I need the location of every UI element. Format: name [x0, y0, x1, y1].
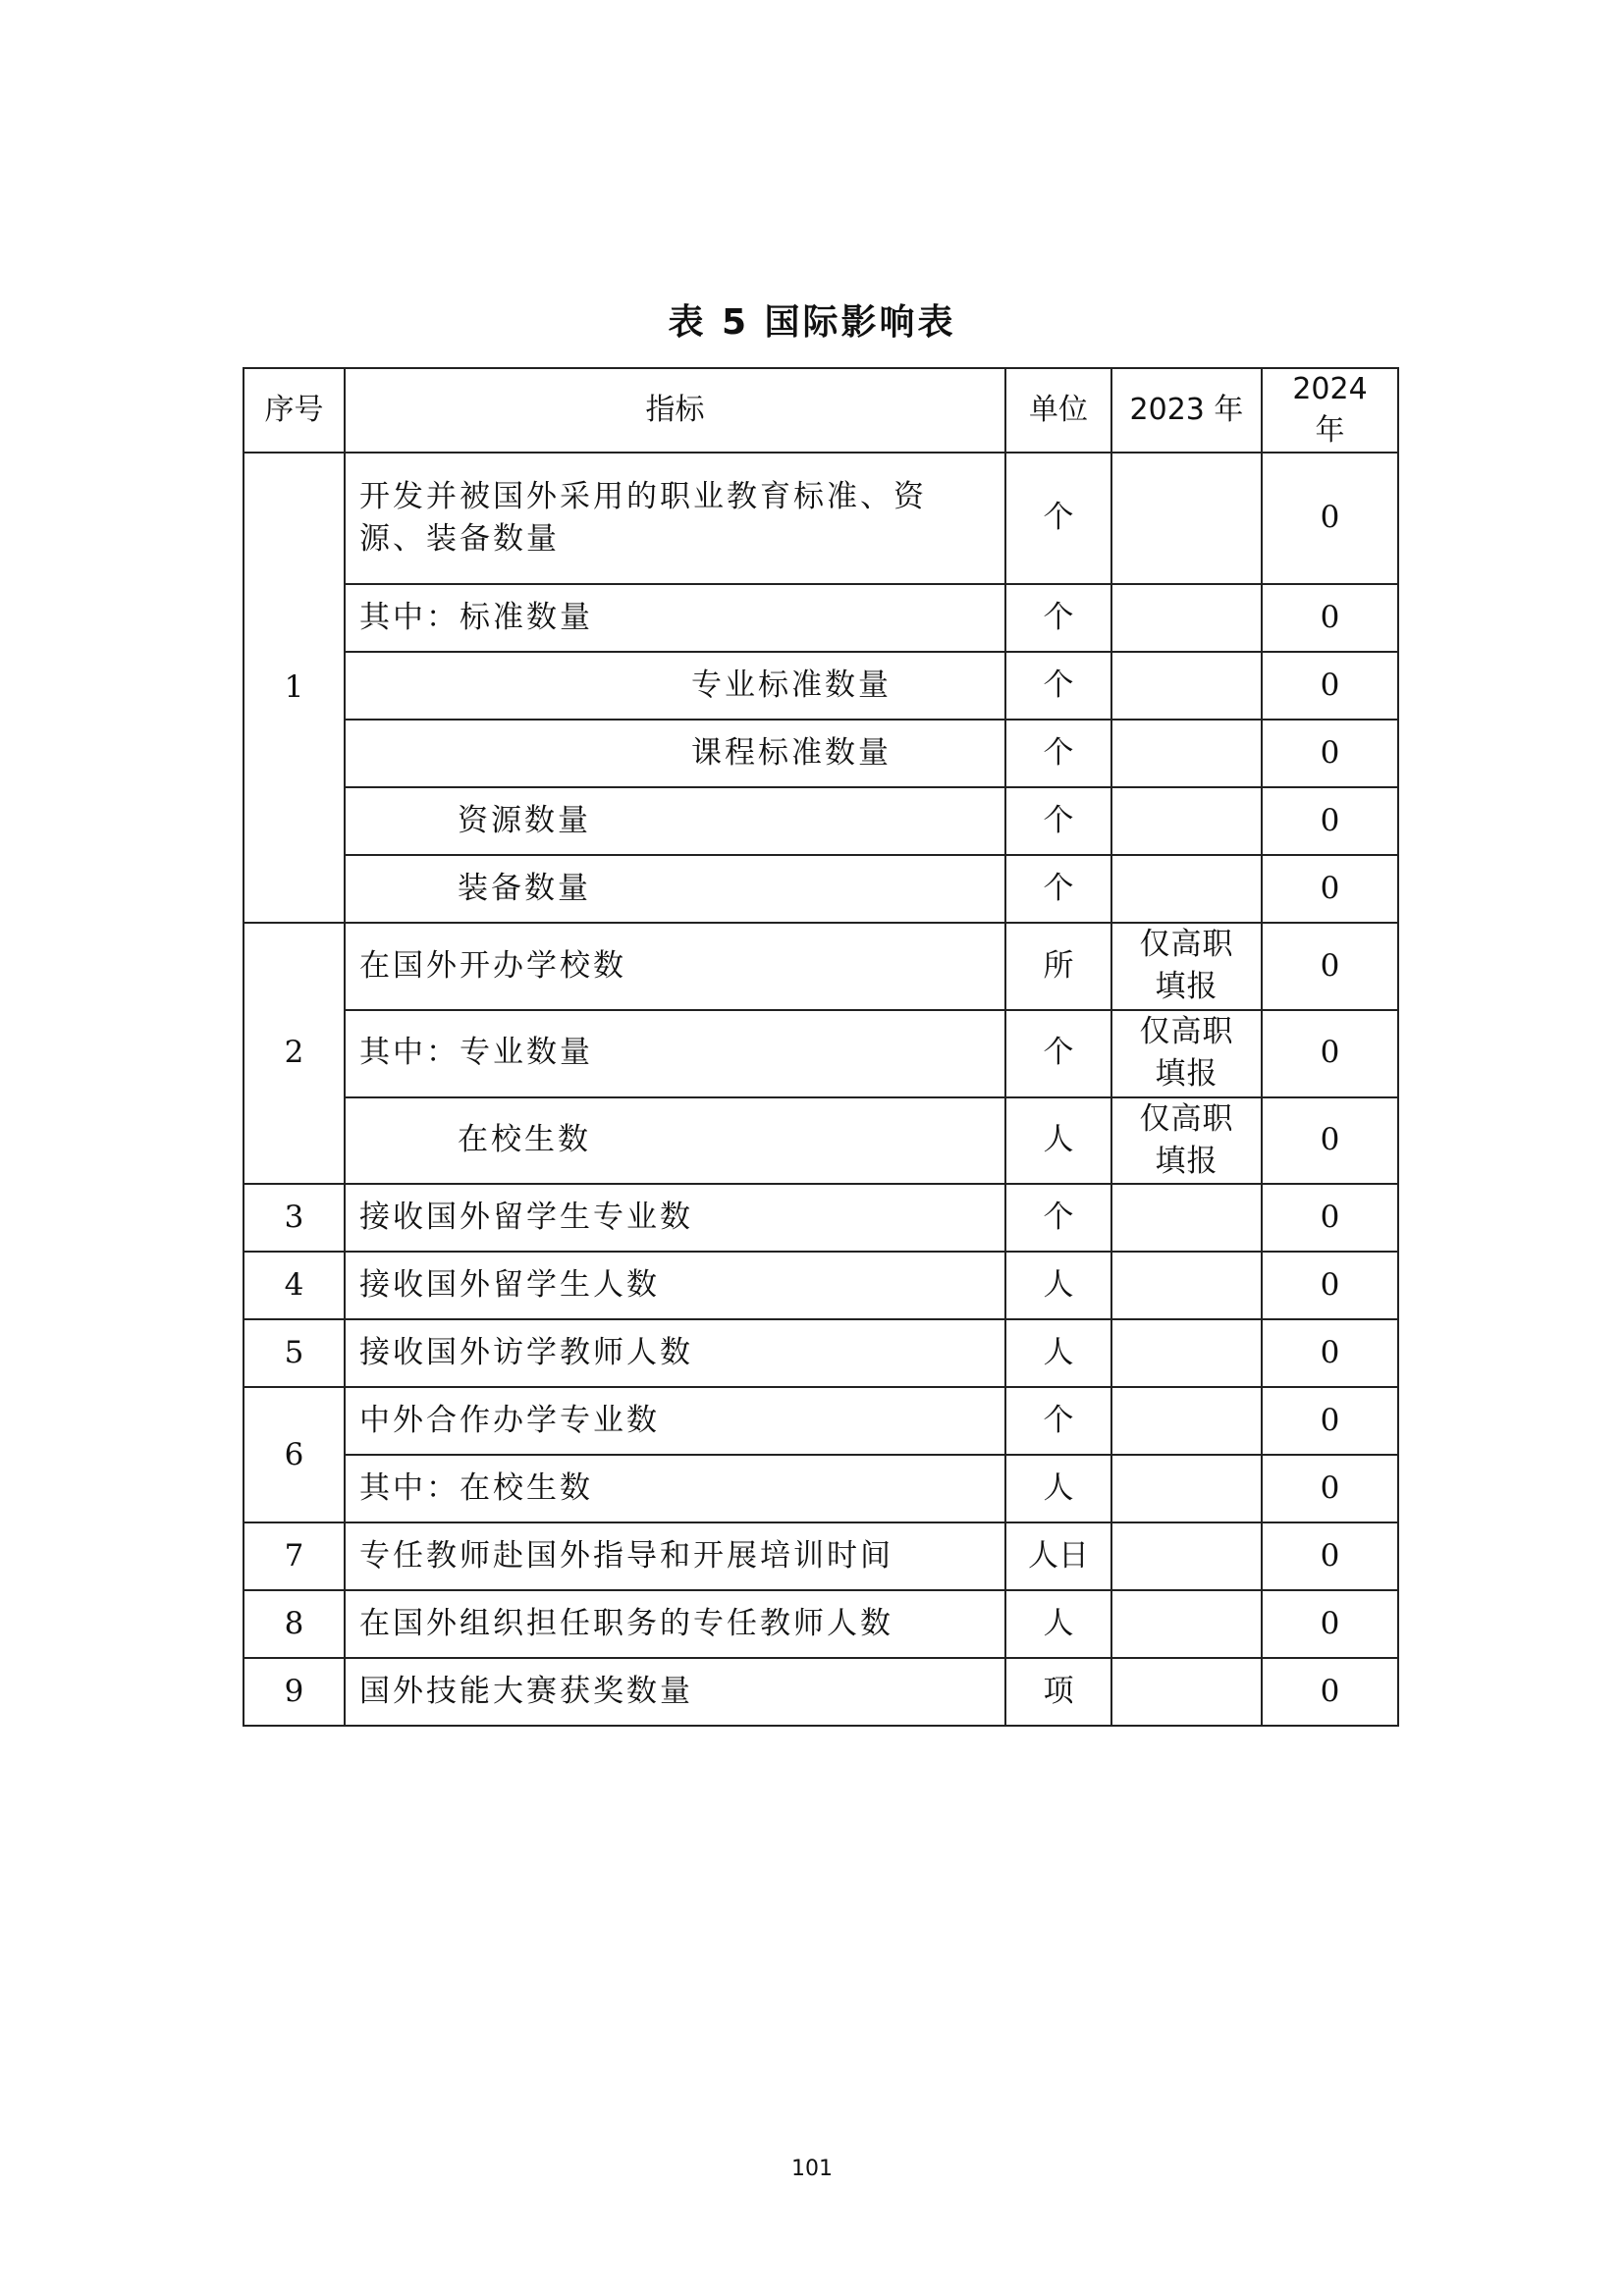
indicator-cell: 在国外组织担任职务的专任教师人数 [345, 1590, 1005, 1658]
table-row [244, 1455, 1398, 1522]
value-2024-cell: 0 [1262, 1387, 1398, 1455]
indicator-cell: 开发并被国外采用的职业教育标准、资源、装备数量 [345, 453, 1005, 584]
value-2023-cell: 仅高职填报 [1111, 1010, 1262, 1097]
unit-cell: 个 [1005, 720, 1111, 787]
seq-cell: 3 [244, 1184, 345, 1252]
value-2024-cell: 0 [1262, 1590, 1398, 1658]
value-2023-cell [1111, 1522, 1262, 1590]
seq-cell: 1 [244, 453, 345, 923]
value-2023-cell [1111, 1455, 1262, 1522]
value-2023-cell [1111, 1252, 1262, 1319]
page-number: 101 [791, 2157, 833, 2181]
unit-cell: 人 [1005, 1455, 1111, 1522]
seq-cell: 6 [244, 1387, 345, 1522]
indicator-cell: 在国外开办学校数 [345, 923, 1005, 1010]
value-2024-cell: 0 [1262, 584, 1398, 652]
table-row [244, 787, 1398, 855]
header-indicator: 指标 [345, 368, 1005, 453]
value-2024-cell: 0 [1262, 855, 1398, 923]
header-unit: 单位 [1005, 368, 1111, 453]
table-row [244, 1097, 1398, 1185]
unit-cell: 个 [1005, 584, 1111, 652]
seq-cell: 4 [244, 1252, 345, 1319]
value-2023-cell: 仅高职填报 [1111, 923, 1262, 1010]
indicator-cell: 中外合作办学专业数 [345, 1387, 1005, 1455]
unit-cell: 个 [1005, 453, 1111, 584]
table-row [244, 1252, 1398, 1319]
value-2023-cell [1111, 855, 1262, 923]
unit-cell: 个 [1005, 787, 1111, 855]
unit-cell: 所 [1005, 923, 1111, 1010]
table-row [244, 1658, 1398, 1726]
indicator-cell: 资源数量 [345, 787, 1005, 855]
indicator-cell: 接收国外留学生专业数 [345, 1184, 1005, 1252]
indicator-cell: 课程标准数量 [345, 720, 1005, 787]
unit-cell: 个 [1005, 1184, 1111, 1252]
value-2023-cell [1111, 584, 1262, 652]
seq-cell: 2 [244, 923, 345, 1184]
table-row [244, 1590, 1398, 1658]
value-2024-cell: 0 [1262, 1097, 1398, 1185]
seq-cell: 8 [244, 1590, 345, 1658]
table-row [244, 923, 1398, 1010]
value-2023-cell [1111, 1319, 1262, 1387]
value-2023-cell [1111, 720, 1262, 787]
unit-cell: 人 [1005, 1590, 1111, 1658]
value-2023-cell [1111, 1658, 1262, 1726]
unit-cell: 人 [1005, 1319, 1111, 1387]
unit-cell: 个 [1005, 855, 1111, 923]
unit-cell: 个 [1005, 652, 1111, 720]
value-2024-cell: 0 [1262, 652, 1398, 720]
value-2024-cell: 0 [1262, 453, 1398, 584]
indicator-cell: 专业标准数量 [345, 652, 1005, 720]
value-2023-cell [1111, 1387, 1262, 1455]
table-row [244, 855, 1398, 923]
unit-cell: 人日 [1005, 1522, 1111, 1590]
value-2023-cell [1111, 652, 1262, 720]
unit-cell: 项 [1005, 1658, 1111, 1726]
table-row [244, 1184, 1398, 1252]
value-2024-cell: 0 [1262, 1319, 1398, 1387]
unit-cell: 人 [1005, 1252, 1111, 1319]
seq-cell: 5 [244, 1319, 345, 1387]
value-2024-cell: 0 [1262, 1658, 1398, 1726]
value-2023-cell [1111, 1184, 1262, 1252]
table-row [244, 1522, 1398, 1590]
indicator-cell: 其中：在校生数 [345, 1455, 1005, 1522]
unit-cell: 个 [1005, 1010, 1111, 1097]
value-2024-cell: 0 [1262, 1522, 1398, 1590]
value-2024-cell: 0 [1262, 923, 1398, 1010]
value-2024-cell: 0 [1262, 1252, 1398, 1319]
value-2023-cell [1111, 787, 1262, 855]
value-2024-cell: 0 [1262, 1455, 1398, 1522]
value-2024-cell: 0 [1262, 787, 1398, 855]
seq-cell: 9 [244, 1658, 345, 1726]
table-row [244, 1319, 1398, 1387]
international-influence-table [243, 367, 1399, 1727]
table-row [244, 1387, 1398, 1455]
indicator-cell: 接收国外访学教师人数 [345, 1319, 1005, 1387]
value-2024-cell: 0 [1262, 1010, 1398, 1097]
value-2024-cell: 0 [1262, 1184, 1398, 1252]
unit-cell: 人 [1005, 1097, 1111, 1185]
indicator-cell: 装备数量 [345, 855, 1005, 923]
table-row [244, 453, 1398, 584]
seq-cell: 7 [244, 1522, 345, 1590]
unit-cell: 个 [1005, 1387, 1111, 1455]
value-2023-cell: 仅高职填报 [1111, 1097, 1262, 1185]
header-2023: 2023 年 [1111, 368, 1262, 453]
table-row [244, 720, 1398, 787]
table-row [244, 1010, 1398, 1097]
header-2024: 2024 年 [1262, 368, 1398, 453]
indicator-cell: 国外技能大赛获奖数量 [345, 1658, 1005, 1726]
value-2023-cell [1111, 1590, 1262, 1658]
header-seq: 序号 [244, 368, 345, 453]
indicator-cell: 在校生数 [345, 1097, 1005, 1185]
indicator-cell: 其中：标准数量 [345, 584, 1005, 652]
table-row [244, 652, 1398, 720]
table-row [244, 584, 1398, 652]
table-title: 表 5 国际影响表 [668, 302, 956, 343]
value-2024-cell: 0 [1262, 720, 1398, 787]
indicator-cell: 专任教师赴国外指导和开展培训时间 [345, 1522, 1005, 1590]
table-header-row [244, 368, 1398, 453]
indicator-cell: 接收国外留学生人数 [345, 1252, 1005, 1319]
value-2023-cell [1111, 453, 1262, 584]
indicator-cell: 其中：专业数量 [345, 1010, 1005, 1097]
